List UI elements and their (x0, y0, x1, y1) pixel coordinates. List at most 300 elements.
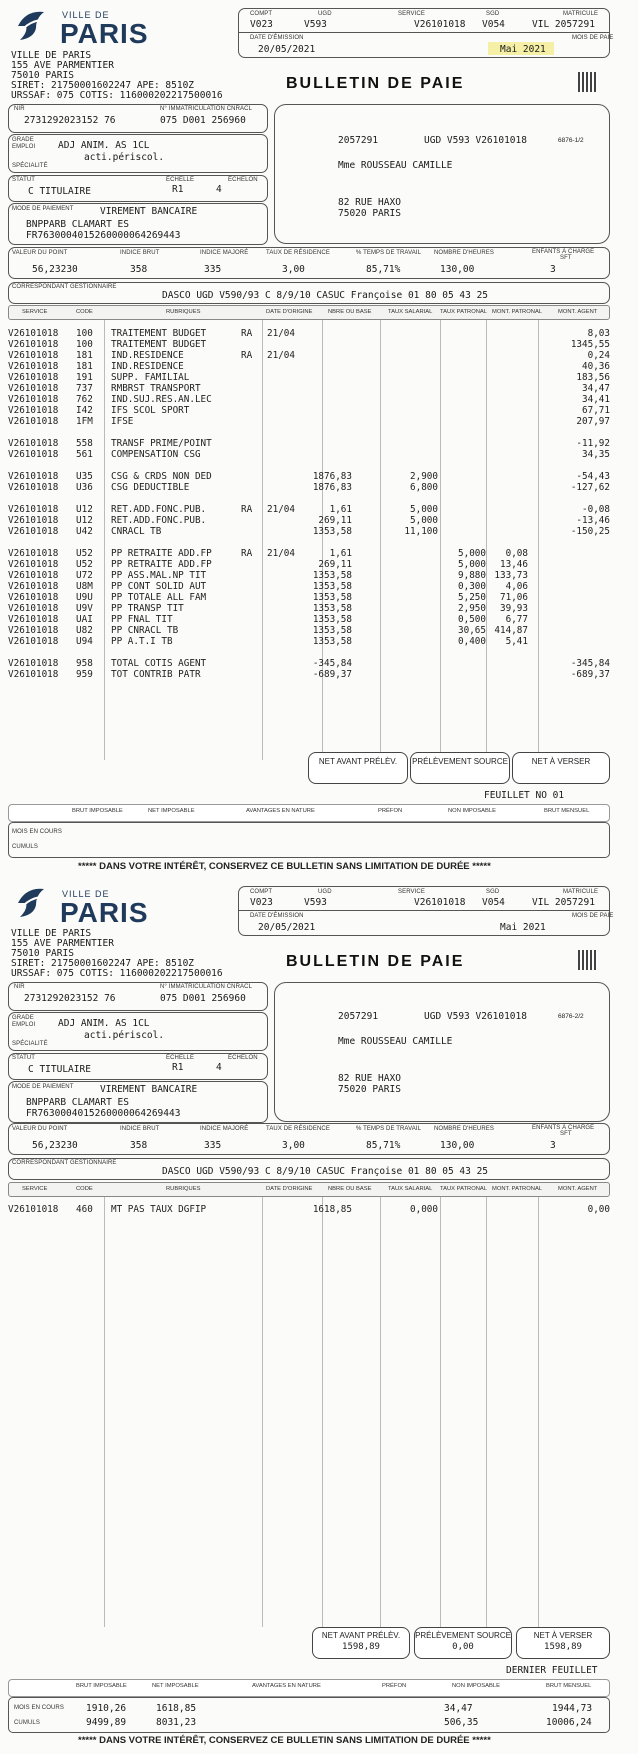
pay-line-base: 1876,83 (312, 482, 352, 493)
pay-line (0, 669, 638, 680)
pay-line-mont: 183,56 (576, 372, 610, 383)
specialite-value: acti.périscol. (84, 152, 165, 163)
label-specialite: SPÉCIALITÉ (12, 1041, 48, 1047)
net-avant-value: 1598,89 (342, 1642, 380, 1652)
pay-line-svc: V26101018 (8, 581, 59, 592)
pay-line-svc: V26101018 (8, 592, 59, 603)
service-value: V26101018 (414, 19, 466, 30)
pay-line-mp: 6,77 (505, 614, 528, 625)
pay-line-svc: V26101018 (8, 658, 59, 669)
address-city: 75020 PARIS (338, 1084, 401, 1095)
pay-line-tp: 5,000 (458, 559, 486, 570)
pay-line-rub: TRAITEMENT BUDGET (111, 328, 207, 339)
pay-line-mont: 1345,55 (570, 339, 610, 350)
sgd-value: V054 (482, 897, 505, 908)
echelle-value: R1 (172, 184, 184, 195)
col-taux-patronal: TAUX PATRONAL (440, 1186, 488, 1192)
qr-code-icon (578, 72, 598, 92)
col-service: SERVICE (22, 309, 48, 315)
nir-value: 2731292023152 76 (24, 115, 116, 126)
label-statut: STATUT (12, 177, 36, 183)
pay-line-tp: 9,880 (458, 570, 486, 581)
label-cumuls: CUMULS (12, 844, 38, 850)
pay-line-code: 762 (76, 394, 93, 405)
label-sgd: SGD (486, 11, 500, 17)
cumul-brut-mensuel: 10006,24 (546, 1717, 592, 1728)
label-sft: SFT (560, 1131, 572, 1137)
pay-line (0, 570, 638, 581)
service-value: V26101018 (414, 897, 466, 908)
pay-line-code: U36 (76, 482, 93, 493)
paris-logo-icon (14, 885, 54, 921)
pay-line-rub: IFSE (111, 416, 134, 427)
cumul-net-imposable: 8031,23 (156, 1717, 197, 1728)
pay-line (0, 581, 638, 592)
pay-line-base: 1353,58 (312, 570, 352, 581)
pay-line-rub: PP RETRAITE ADD.FP (111, 559, 212, 570)
pay-line-svc: V26101018 (8, 438, 59, 449)
document-title: BULLETIN DE PAIE (286, 75, 465, 92)
col-service: SERVICE (22, 1186, 48, 1192)
pay-line-mont: 8,03 (587, 328, 610, 339)
pay-line-ra: RA (241, 328, 253, 339)
logo-text-small: VILLE DE (62, 889, 110, 899)
pay-line-base: 1353,58 (312, 625, 352, 636)
enfants-value: 3 (550, 1140, 556, 1151)
footer-notice: ***** DANS VOTRE INTÉRÊT, CONSERVEZ CE BULLETIN SANS LIMITATION DE DURÉE ***** (78, 1735, 491, 1746)
col-date: DATE D'ORIGINE (266, 309, 313, 315)
label-enfants: ENFANTS À CHARGE (532, 1125, 595, 1131)
col-mont-patronal: MONT. PATRONAL (492, 1186, 543, 1192)
pay-line-date: 21/04 (267, 548, 295, 559)
label-indice-brut: INDICE BRUT (120, 1126, 160, 1132)
pay-line-tp: 0,300 (458, 581, 486, 592)
pay-line-rub: TOT CONTRIB PATR (111, 669, 201, 680)
specialite-value: acti.périscol. (84, 1030, 165, 1041)
label-immat: N° IMMATRICULATION CNRACL (160, 984, 253, 990)
label-service: SERVICE (398, 889, 425, 895)
iban-value: FR7630004015260000064269443 (26, 230, 181, 241)
pay-line-mont: -150,25 (570, 526, 610, 537)
prelevement-box: PRÉLÈVEMENT SOURCE 0,00 (414, 1627, 512, 1659)
mois-paye-value: Mai 2021 (500, 44, 546, 55)
pay-line-mp: 13,46 (500, 559, 528, 570)
label-indice-majore: INDICE MAJORÉ (200, 1126, 249, 1132)
pay-line-code: U94 (76, 636, 93, 647)
pay-line-code: 1FM (76, 416, 93, 427)
address-box (274, 104, 610, 244)
pay-line-base: 269,11 (318, 515, 352, 526)
banque-value: BNPPARB CLAMART ES (26, 219, 129, 230)
label-nb-heures: NOMBRE D'HEURES (434, 1126, 494, 1132)
pay-line-rub: SUPP. FAMILIAL (111, 372, 190, 383)
pay-line-code: U12 (76, 515, 93, 526)
date-emission-value: 20/05/2021 (258, 922, 316, 933)
pay-line (0, 372, 638, 383)
payslip-sheet-2 (0, 877, 638, 1754)
temps-travail-value: 85,71% (366, 264, 401, 275)
nb-heures-value: 130,00 (440, 264, 475, 275)
label-indice-brut: INDICE BRUT (120, 250, 160, 256)
label-correspondant: CORRESPONDANT GESTIONNAIRE (12, 284, 117, 290)
pay-line-code: 181 (76, 361, 93, 372)
pay-line-code: U42 (76, 526, 93, 537)
label-valeur-point: VALEUR DU POINT (12, 1126, 68, 1132)
pay-line-base: 1,61 (329, 548, 352, 559)
pay-line-svc: V26101018 (8, 416, 59, 427)
lines-sheet-2 (0, 1204, 638, 1244)
pay-line-base: 1,61 (329, 504, 352, 515)
col-date: DATE D'ORIGINE (266, 1186, 313, 1192)
pay-line (0, 361, 638, 372)
label-echelon: ÉCHELON (228, 1055, 258, 1061)
immat-value: 075 D001 256960 (160, 115, 246, 126)
pay-line-base: 269,11 (318, 559, 352, 570)
enfants-value: 3 (550, 264, 556, 275)
pay-line-rub: CSG & CRDS NON DED (111, 471, 212, 482)
label-specialite: SPÉCIALITÉ (12, 163, 48, 169)
pay-line-mp: 0,08 (505, 548, 528, 559)
net-verser-value: 1598,89 (544, 1642, 582, 1652)
pay-line-code: U72 (76, 570, 93, 581)
cumul-brut-imposable: 9499,89 (86, 1717, 127, 1728)
matricule-value: VIL 2057291 (532, 19, 595, 30)
mois-non-imposable: 34,47 (444, 1703, 473, 1714)
statut-value: C TITULAIRE (28, 1064, 91, 1075)
address-box (274, 982, 610, 1122)
pay-line (0, 416, 638, 427)
pay-line-rub: PP RETRAITE ADD.FP (111, 548, 212, 559)
col-prefon: PRÉFON (378, 808, 403, 814)
label-enfants: ENFANTS À CHARGE (532, 249, 595, 255)
employer-addr2: 75010 PARIS (11, 948, 74, 959)
pay-line-base: 1353,58 (312, 581, 352, 592)
pay-line-rub: PP CONT SOLID AUT (111, 581, 207, 592)
pay-line-svc: V26101018 (8, 449, 59, 460)
address-matricule: 2057291 (338, 135, 379, 146)
indice-brut-value: 358 (130, 1140, 148, 1151)
label-statut: STATUT (12, 1055, 36, 1061)
employer-urssaf: URSSAF: 075 COTIS: 116000202217500016 (11, 968, 223, 979)
correspondant-value: DASCO UGD V590/93 C 8/9/10 CASUC Françoise 01 80 05 43 25 (162, 290, 489, 301)
valeur-point-value: 56,23230 (32, 1140, 78, 1151)
pay-line (0, 405, 638, 416)
pay-line-mp: 71,06 (500, 592, 528, 603)
pay-line-rub: PP FNAL TIT (111, 614, 173, 625)
pay-line-mp: 414,87 (494, 625, 528, 636)
pay-line (0, 482, 638, 493)
indice-brut-value: 358 (130, 264, 148, 275)
col-non-imposable: NON IMPOSABLE (448, 808, 496, 814)
pay-line-rub: PP TRANSP TIT (111, 603, 184, 614)
col-rubriques: RUBRIQUES (166, 309, 201, 315)
pay-line-code: 181 (76, 350, 93, 361)
net-verser-box: NET À VERSER 1598,89 (516, 1627, 610, 1659)
label-nb-heures: NOMBRE D'HEURES (434, 250, 494, 256)
logo-text-big: PARIS (60, 18, 149, 49)
label-nir: NIR (14, 106, 25, 112)
label-grade: GRADE (12, 137, 34, 143)
address-street: 82 RUE HAXO (338, 1073, 401, 1084)
pay-line-rub: PP TOTALE ALL FAM (111, 592, 207, 603)
pay-line-base: 1353,58 (312, 603, 352, 614)
label-immat: N° IMMATRICULATION CNRACL (160, 106, 253, 112)
logo-text-small: VILLE DE (62, 10, 110, 20)
pay-line-rub: CSG DEDUCTIBLE (111, 482, 190, 493)
pay-line-code: 737 (76, 383, 93, 394)
employer-name: VILLE DE PARIS (11, 928, 92, 939)
label-indice-majore: INDICE MAJORÉ (200, 250, 249, 256)
pay-line-svc: V26101018 (8, 515, 59, 526)
pay-line-mp: 39,93 (500, 603, 528, 614)
pay-line-code: I42 (76, 405, 93, 416)
pay-line-code: U9U (76, 592, 93, 603)
address-name: Mme ROUSSEAU CAMILLE (338, 160, 453, 171)
col-mont-agent: MONT. AGENT (558, 1186, 598, 1192)
employer-addr1: 155 AVE PARMENTIER (11, 938, 114, 949)
taux-residence-value: 3,00 (282, 264, 305, 275)
pay-line-code: U35 (76, 471, 93, 482)
col-taux-patronal: TAUX PATRONAL (440, 309, 488, 315)
col-code: CODE (76, 309, 93, 315)
pay-line-date: 21/04 (267, 350, 295, 361)
pay-line (0, 515, 638, 526)
document-title: BULLETIN DE PAIE (286, 953, 465, 970)
pay-line-base: 1618,85 (312, 1204, 352, 1215)
col-code: CODE (76, 1186, 93, 1192)
pay-line (0, 438, 638, 449)
address-city: 75020 PARIS (338, 208, 401, 219)
pay-line-svc: V26101018 (8, 548, 59, 559)
nir-value: 2731292023152 76 (24, 993, 116, 1004)
pay-line-mont: -345,84 (570, 658, 610, 669)
pay-line-rub: TRAITEMENT BUDGET (111, 339, 207, 350)
pay-line-date: 21/04 (267, 504, 295, 515)
label-emploi: EMPLOI (12, 144, 36, 150)
pay-line-code: 460 (76, 1204, 93, 1215)
pay-line-base: 1353,58 (312, 636, 352, 647)
label-taux-residence: TAUX DE RÉSIDENCE (266, 1126, 330, 1132)
label-mode-paiement: MODE DE PAIEMENT (12, 1084, 74, 1090)
label-date-emission: DATE D'ÉMISSION (250, 35, 304, 41)
pay-line (0, 614, 638, 625)
pay-line-taux: 5,000 (410, 515, 438, 526)
footer-notice: ***** DANS VOTRE INTÉRÊT, CONSERVEZ CE BULLETIN SANS LIMITATION DE DURÉE ***** (78, 861, 491, 872)
pay-line-taux: 2,900 (410, 471, 438, 482)
pay-line-tp: 30,65 (458, 625, 486, 636)
pay-line-tp: 0,400 (458, 636, 486, 647)
pay-line-mp: 5,41 (505, 636, 528, 647)
paris-logo-icon (14, 8, 54, 44)
label-valeur-point: VALEUR DU POINT (12, 250, 68, 256)
label-service: SERVICE (398, 11, 425, 17)
pay-line-svc: V26101018 (8, 372, 59, 383)
label-echelle: ÉCHELLE (166, 1055, 195, 1061)
net-verser-box: NET À VERSER (512, 752, 610, 784)
echelon-value: 4 (216, 184, 222, 195)
label-mois-en-cours: MOIS EN COURS (14, 1705, 64, 1711)
label-sgd: SGD (486, 889, 500, 895)
label-date-emission: DATE D'ÉMISSION (250, 913, 304, 919)
mode-paiement-value: VIREMENT BANCAIRE (100, 1084, 198, 1095)
logo-text-big: PARIS (60, 897, 149, 928)
address-ugd: UGD V593 V26101018 (424, 1011, 527, 1022)
pay-line (0, 1204, 638, 1215)
pay-line-tp: 5,250 (458, 592, 486, 603)
pay-line-mont: 34,41 (582, 394, 610, 405)
pay-line-ra: RA (241, 504, 253, 515)
pay-line-ra: RA (241, 350, 253, 361)
pay-line-code: 958 (76, 658, 93, 669)
pay-line-rub: IND.RESIDENCE (111, 350, 184, 361)
label-correspondant: CORRESPONDANT GESTIONNAIRE (12, 1160, 117, 1166)
employer-name: VILLE DE PARIS (11, 50, 92, 61)
col-brut-mensuel: BRUT MENSUEL (544, 808, 590, 814)
qr-code-icon (578, 950, 598, 970)
employer-siret: SIRET: 21750001602247 APE: 8510Z (11, 80, 195, 91)
col-non-imposable: NON IMPOSABLE (452, 1683, 500, 1689)
employer-urssaf: URSSAF: 075 COTIS: 116000202217500016 (11, 90, 223, 101)
feuillet-label: DERNIER FEUILLET (506, 1665, 598, 1676)
col-avantages: AVANTAGES EN NATURE (246, 808, 315, 814)
pay-line (0, 328, 638, 339)
matricule-value: VIL 2057291 (532, 897, 595, 908)
pay-line (0, 350, 638, 361)
pay-line-code: 959 (76, 669, 93, 680)
pay-line-taux: 6,800 (410, 482, 438, 493)
mois-net-imposable: 1618,85 (156, 1703, 197, 1714)
pay-line-rub: RET.ADD.FONC.PUB. (111, 504, 207, 515)
pay-line-rub: PP ASS.MAL.NP TIT (111, 570, 207, 581)
pay-line (0, 636, 638, 647)
col-brut-mensuel: BRUT MENSUEL (546, 1683, 592, 1689)
pay-line (0, 383, 638, 394)
pay-line-rub: COMPENSATION CSG (111, 449, 201, 460)
pay-line-svc: V26101018 (8, 1204, 59, 1215)
net-avant-box: NET AVANT PRÉLÈV. (308, 752, 408, 784)
pay-line-code: 561 (76, 449, 93, 460)
pay-line-code: U9V (76, 603, 93, 614)
statut-value: C TITULAIRE (28, 186, 91, 197)
pay-line-mont: 207,97 (576, 416, 610, 427)
pay-line-mont: 40,36 (582, 361, 610, 372)
pay-line-rub: IFS SCOL SPORT (111, 405, 190, 416)
mois-brut-imposable: 1910,26 (86, 1703, 127, 1714)
iban-value: FR7630004015260000064269443 (26, 1108, 181, 1119)
pay-line (0, 394, 638, 405)
pay-line-tp: 0,500 (458, 614, 486, 625)
compt-value: V023 (250, 897, 273, 908)
banque-value: BNPPARB CLAMART ES (26, 1097, 129, 1108)
pay-line-mont: -127,62 (570, 482, 610, 493)
page-reference: 6876-2/2 (558, 1013, 584, 1020)
label-nir: NIR (14, 984, 25, 990)
pay-line-mont: -11,92 (576, 438, 610, 449)
grade-value: ADJ ANIM. AS 1CL (58, 140, 150, 151)
pay-line-mp: 133,73 (494, 570, 528, 581)
pay-line-code: U52 (76, 559, 93, 570)
pay-line-svc: V26101018 (8, 559, 59, 570)
label-mois-paye: MOIS DE PAIE (572, 913, 614, 919)
pay-line-mont: 0,24 (587, 350, 610, 361)
label-cumuls: CUMULS (14, 1720, 40, 1726)
ugd-value: V593 (304, 19, 327, 30)
col-base: NBRE OU BASE (328, 309, 372, 315)
pay-line (0, 559, 638, 570)
label-temps-travail: % TEMPS DE TRAVAIL (356, 1126, 422, 1132)
pay-line-svc: V26101018 (8, 614, 59, 625)
grade-value: ADJ ANIM. AS 1CL (58, 1018, 150, 1029)
pay-line-taux: 5,000 (410, 504, 438, 515)
pay-line-base: -689,37 (312, 669, 352, 680)
col-avantages: AVANTAGES EN NATURE (252, 1683, 321, 1689)
pay-line-rub: IND.RESIDENCE (111, 361, 184, 372)
pay-line-ra: RA (241, 548, 253, 559)
pay-line-rub: RET.ADD.FONC.PUB. (111, 515, 207, 526)
pay-line-rub: CNRACL TB (111, 526, 162, 537)
pay-line-base: 1353,58 (312, 526, 352, 537)
echelle-value: R1 (172, 1062, 184, 1073)
pay-line-svc: V26101018 (8, 526, 59, 537)
pay-line-mont: -13,46 (576, 515, 610, 526)
pay-line-svc: V26101018 (8, 350, 59, 361)
compt-value: V023 (250, 19, 273, 30)
pay-line-code: U8M (76, 581, 93, 592)
pay-line-mont: 34,47 (582, 383, 610, 394)
temps-travail-value: 85,71% (366, 1140, 401, 1151)
pay-line-code: 191 (76, 372, 93, 383)
sgd-value: V054 (482, 19, 505, 30)
pay-line (0, 658, 638, 669)
label-grade: GRADE (12, 1015, 34, 1021)
label-compt: COMPT (250, 889, 273, 895)
pay-line-svc: V26101018 (8, 570, 59, 581)
pay-line (0, 504, 638, 515)
mode-paiement-value: VIREMENT BANCAIRE (100, 206, 198, 217)
net-avant-box: NET AVANT PRÉLÈV. 1598,89 (312, 1627, 410, 1659)
col-taux-salarial: TAUX SALARIAL (388, 1186, 433, 1192)
correspondant-value: DASCO UGD V590/93 C 8/9/10 CASUC Françoise 01 80 05 43 25 (162, 1166, 489, 1177)
pay-line-code: U52 (76, 548, 93, 559)
pay-line-svc: V26101018 (8, 328, 59, 339)
feuillet-label: FEUILLET NO 01 (484, 790, 565, 801)
pay-line-mont: 0,00 (587, 1204, 610, 1215)
pay-line-rub: TOTAL COTIS AGENT (111, 658, 207, 669)
pay-line-mont: 67,71 (582, 405, 610, 416)
pay-line (0, 625, 638, 636)
pay-line-code: 100 (76, 328, 93, 339)
echelon-value: 4 (216, 1062, 222, 1073)
pay-line (0, 471, 638, 482)
pay-line-svc: V26101018 (8, 405, 59, 416)
pay-line (0, 548, 638, 559)
label-compt: COMPT (250, 11, 273, 17)
pay-line-mont: 34,35 (582, 449, 610, 460)
label-taux-residence: TAUX DE RÉSIDENCE (266, 250, 330, 256)
pay-line-taux: 11,100 (404, 526, 438, 537)
indice-majore-value: 335 (204, 264, 222, 275)
prelevement-value: 0,00 (452, 1642, 474, 1652)
pay-line-tp: 2,950 (458, 603, 486, 614)
pay-line-base: -345,84 (312, 658, 352, 669)
ugd-value: V593 (304, 897, 327, 908)
label-sft: SFT (560, 255, 572, 261)
pay-line-rub: PP A.T.I TB (111, 636, 173, 647)
pay-line-svc: V26101018 (8, 482, 59, 493)
address-matricule: 2057291 (338, 1011, 379, 1022)
pay-line-rub: MT PAS TAUX DGFIP (111, 1204, 207, 1215)
taux-residence-value: 3,00 (282, 1140, 305, 1151)
